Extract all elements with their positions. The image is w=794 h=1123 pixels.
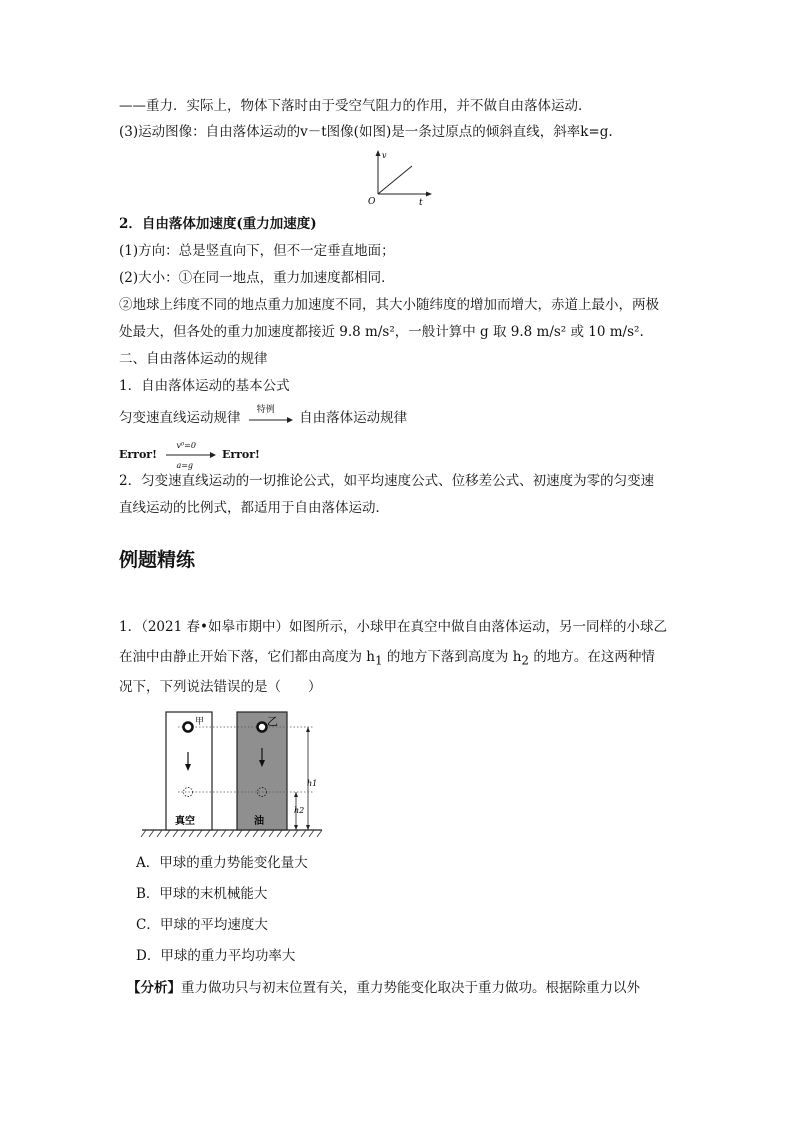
question-1-line-c: 况下，下列说法错误的是（ ） bbox=[119, 679, 322, 695]
label-h2: h2 bbox=[294, 806, 305, 815]
part2-title: 二、自由落体运动的规律 bbox=[119, 351, 268, 367]
rule-line bbox=[119, 404, 408, 429]
inference-paragraph-a: 2．匀变速直线运动的一切推论公式，如平均速度公式、位移差公式、初速度为零的匀变速 bbox=[119, 473, 655, 489]
section-title-examples: 例题精练 bbox=[119, 549, 196, 571]
paragraph-latitude-b: 处最大，但各处的重力加速度都接近 9.8 m/s²，一般计算中 g 取 9.8 m/s² 或 10 m/s². bbox=[119, 324, 644, 340]
inference-paragraph-b: 直线运动的比例式，都适用于自由落体运动． bbox=[119, 500, 389, 516]
paragraph-gravity-note: ——重力．实际上，物体下落时由于受空气阻力的作用，并不做自由落体运动． bbox=[119, 98, 592, 114]
condition-bottom: a=g bbox=[176, 461, 194, 470]
section-acceleration-title: 2．自由落体加速度(重力加速度) bbox=[119, 216, 317, 232]
paragraph-magnitude: (2)大小：①在同一地点，重力加速度都相同． bbox=[119, 270, 395, 286]
rule-left: 匀变速直线运动规律 bbox=[119, 410, 241, 426]
vt-graph bbox=[366, 148, 436, 208]
label-h1: h1 bbox=[307, 779, 318, 788]
rule-right: 自由落体运动规律 bbox=[299, 410, 408, 426]
paragraph-direction: (1)方向：总是竖直向下，但不一定垂直地面； bbox=[119, 243, 395, 259]
graph-t-label: t bbox=[419, 198, 423, 208]
error-line bbox=[119, 441, 260, 470]
error-right: Error! bbox=[221, 448, 260, 461]
analysis-text: 重力做功只与初末位置有关，重力势能变化取决于重力做功。根据除重力以外 bbox=[181, 980, 640, 996]
special-case-label: 特例 bbox=[256, 404, 275, 415]
error-left: Error! bbox=[119, 448, 157, 461]
h1-subscript: 1 bbox=[375, 653, 383, 668]
condition-arrow bbox=[162, 441, 216, 470]
condition-top: v⁰=0 bbox=[176, 441, 196, 450]
special-case-arrow bbox=[247, 404, 293, 429]
label-vacuum: 真空 bbox=[175, 816, 195, 827]
h2-subscript: 2 bbox=[521, 653, 530, 668]
analysis-tag: 【分析】 bbox=[127, 980, 181, 996]
paragraph-motion-graph: (3)运动图像：自由落体运动的v－t图像(如图)是一条过原点的倾斜直线，斜率k=g. bbox=[119, 124, 613, 140]
graph-v-label: v bbox=[382, 151, 387, 160]
option-a[interactable]: A．甲球的重力势能变化量大 bbox=[136, 855, 308, 871]
option-d[interactable]: D．甲球的重力平均功率大 bbox=[136, 948, 296, 964]
q1b-pre: 在油中由静止开始下落，它们都由高度为 h bbox=[119, 649, 375, 665]
fall-experiment-figure bbox=[138, 708, 338, 840]
question-1-line-b bbox=[119, 647, 655, 671]
question-1-line-a: 1．（2021 春•如皋市期中）如图所示，小球甲在真空中做自由落体运动，另一同样的小球乙 bbox=[119, 619, 667, 635]
q1b-mid: 的地方下落到高度为 h bbox=[382, 649, 522, 665]
ball-yi bbox=[258, 723, 267, 732]
graph-origin-label: O bbox=[368, 197, 376, 207]
paragraph-latitude-a: ②地球上纬度不同的地点重力加速度不同，其大小随纬度的增加而增大，赤道上最小，两极 bbox=[119, 297, 659, 313]
basic-formula-title: 1．自由落体运动的基本公式 bbox=[119, 378, 290, 394]
label-yi: 乙 bbox=[267, 715, 278, 728]
label-jia: 甲 bbox=[195, 717, 205, 727]
option-c[interactable]: C．甲球的平均速度大 bbox=[136, 917, 268, 933]
label-oil: 油 bbox=[254, 816, 264, 827]
analysis-line bbox=[127, 978, 640, 998]
option-b[interactable]: B．甲球的末机械能大 bbox=[136, 886, 268, 902]
q1b-post: 的地方。在这两种情 bbox=[529, 649, 655, 665]
ball-jia bbox=[184, 723, 193, 732]
